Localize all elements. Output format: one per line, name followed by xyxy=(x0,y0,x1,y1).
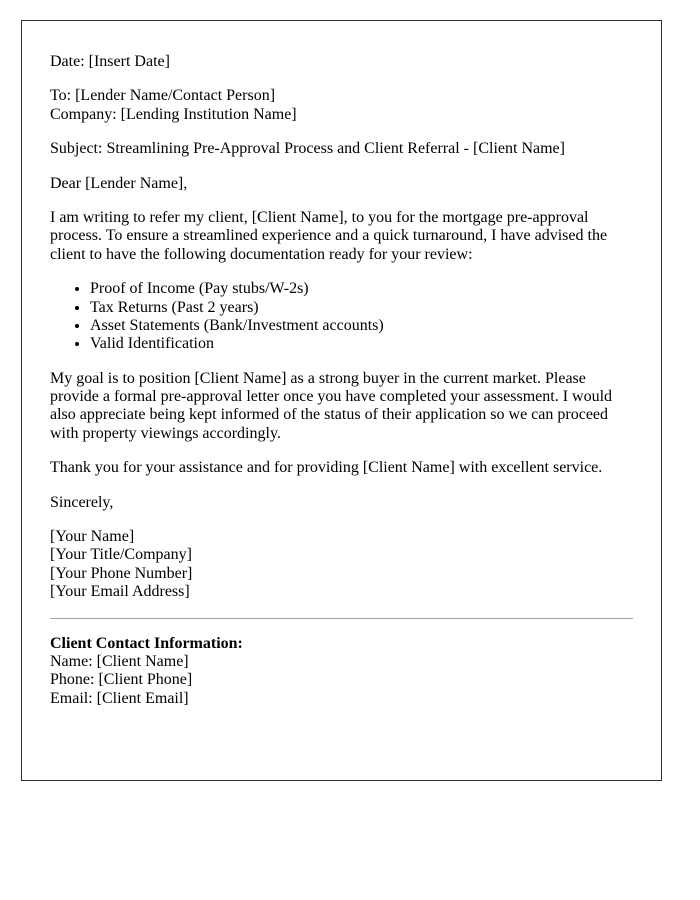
signature-name: [Your Name] xyxy=(50,528,135,546)
client-contact-phone-line: Phone: [Client Phone] xyxy=(50,671,193,689)
client-contact-name-line: Name: [Client Name] xyxy=(50,652,189,670)
intro-paragraph: I am writing to refer my client, [Client Name], to you for the mortgage pre-approval process. To ensure a streamlined experience and a quick turnaround, I have advised the client to have the following documentation ready for your review: xyxy=(50,208,608,263)
client-contact-email-line: Email: [Client Email] xyxy=(50,689,189,707)
documentation-list xyxy=(50,280,633,354)
salutation: Dear [Lender Name], xyxy=(50,174,188,192)
list-item: • Proof of Income (Pay stubs/W-2s) xyxy=(90,280,633,298)
subject-line: Subject: Streamlining Pre-Approval Process and Client Referral - [Client Name] xyxy=(50,140,565,158)
list-item: • Tax Returns (Past 2 years) xyxy=(90,299,633,317)
signature-title-company: [Your Title/Company] xyxy=(50,546,192,564)
list-item: • Asset Statements (Bank/Investment accounts) xyxy=(90,317,633,335)
section-divider xyxy=(50,618,633,619)
list-item: • Valid Identification xyxy=(90,335,633,353)
thanks-paragraph: Thank you for your assistance and for providing [Client Name] with excellent service. xyxy=(50,459,603,477)
signature-email: [Your Email Address] xyxy=(50,583,190,601)
recipient-company-line: Company: [Lending Institution Name] xyxy=(50,105,297,123)
client-contact-block xyxy=(50,635,633,709)
client-contact-heading: Client Contact Information: xyxy=(50,634,243,652)
recipient-block xyxy=(50,87,633,124)
recipient-to-line: To: [Lender Name/Contact Person] xyxy=(50,87,276,105)
goal-paragraph: My goal is to position [Client Name] as a strong buyer in the current market. Please provide a formal pre-approval letter once you have completed your assessment. I would also appreciate being kept informed of the status of their application so we can proceed with property viewings accordingly. xyxy=(50,369,613,442)
date-line: Date: [Insert Date] xyxy=(50,53,170,70)
letter-document xyxy=(21,20,662,781)
closing: Sincerely, xyxy=(50,493,114,511)
signature-block xyxy=(50,528,633,602)
signature-phone: [Your Phone Number] xyxy=(50,564,193,582)
